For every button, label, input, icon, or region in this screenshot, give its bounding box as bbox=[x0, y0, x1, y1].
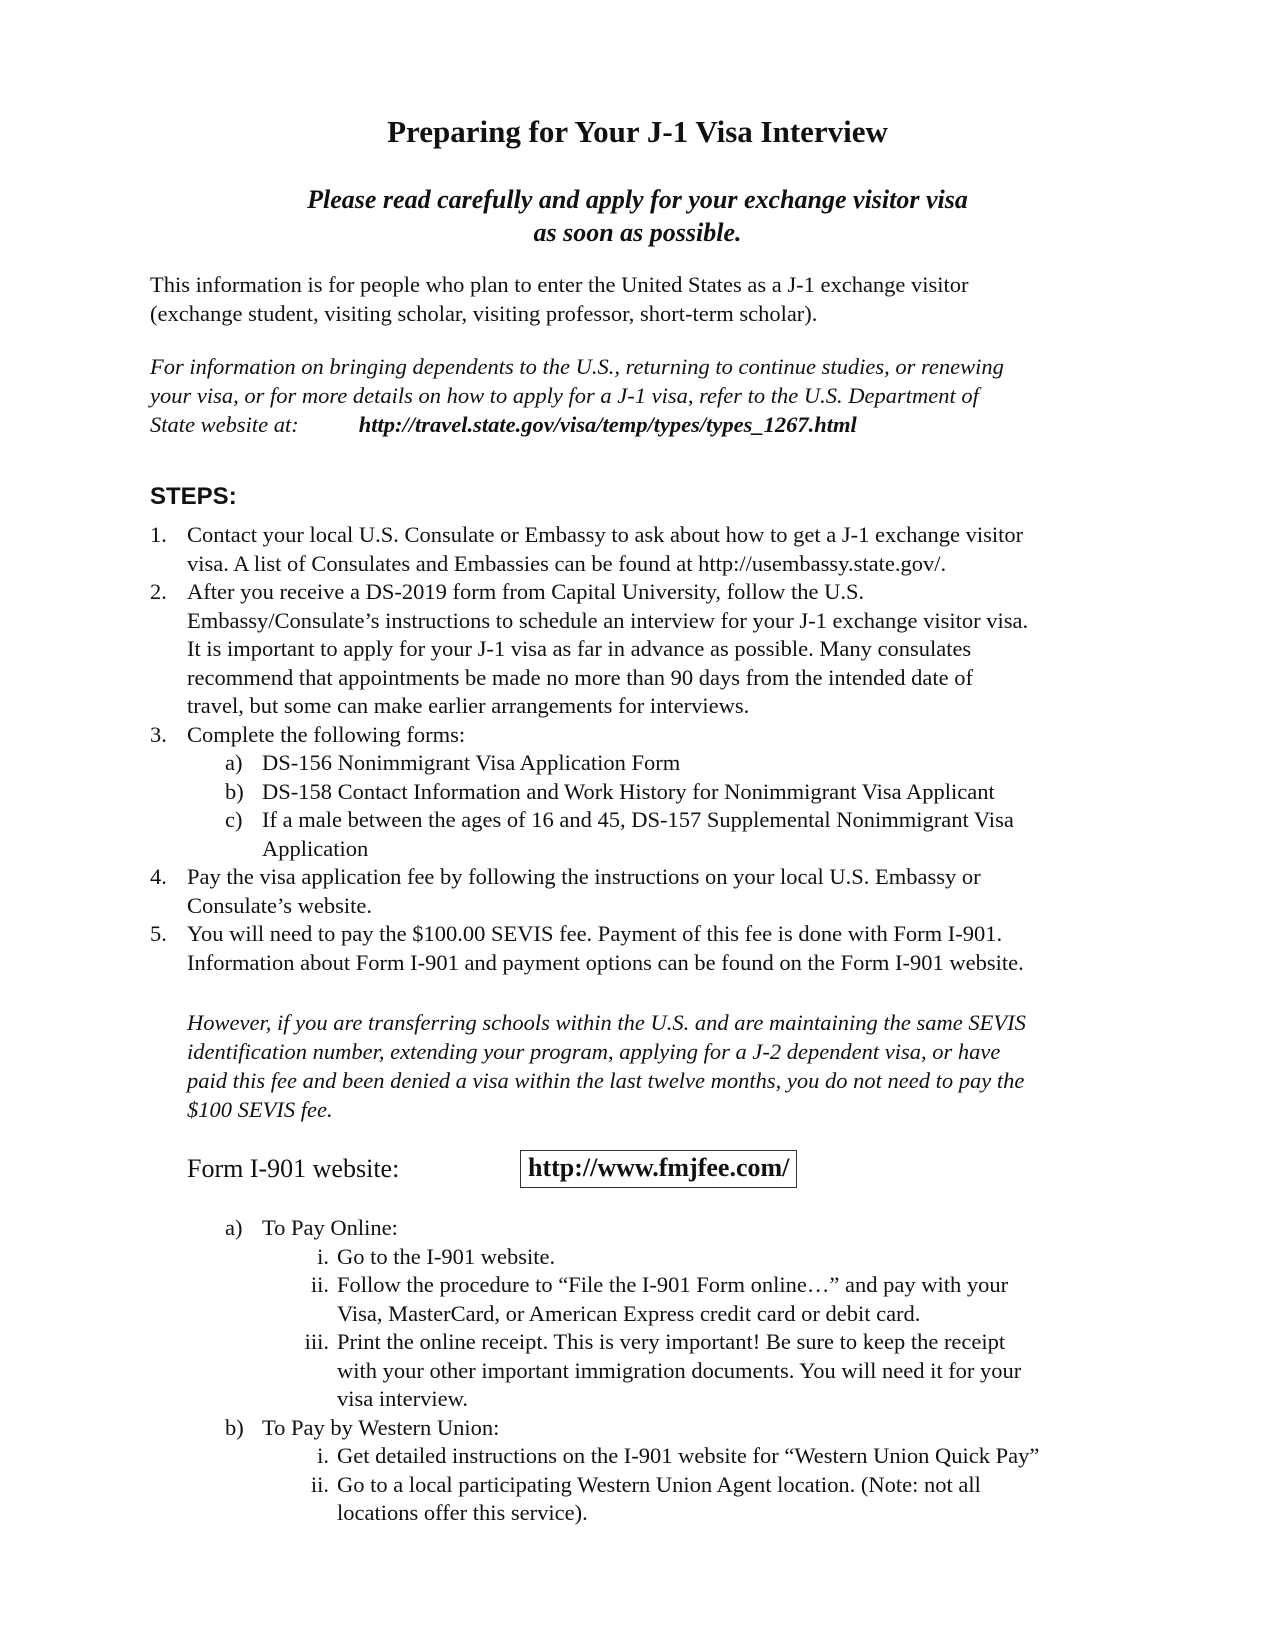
step-number: 5. bbox=[150, 921, 167, 946]
pay-online-heading bbox=[187, 1214, 1147, 1243]
form-subitem bbox=[150, 749, 1140, 778]
step-item bbox=[150, 920, 1140, 949]
pay-step-text: visa interview. bbox=[337, 1386, 469, 1411]
intro-line: (exchange student, visiting scholar, visiting professor, short-term scholar). bbox=[150, 301, 818, 326]
option-title: To Pay by Western Union: bbox=[262, 1414, 500, 1440]
form-website-label: Form I-901 website: bbox=[187, 1154, 400, 1183]
steps-heading: STEPS: bbox=[150, 483, 237, 510]
step-text: Consulate’s website. bbox=[187, 892, 372, 918]
dependents-line: For information on bringing dependents to the U.S., returning to continue studies, or renewing bbox=[150, 354, 1004, 379]
step-text: visa. A list of Consulates and Embassies can be found at http://usembassy.state.gov/. bbox=[187, 550, 947, 576]
pay-western-step bbox=[187, 1442, 1147, 1471]
roman-numeral: ii. bbox=[310, 1272, 329, 1297]
pay-online-step bbox=[187, 1328, 1147, 1357]
subitem-letter: c) bbox=[225, 807, 243, 832]
pay-step-text: Visa, MasterCard, or American Express credit card or debit card. bbox=[337, 1300, 921, 1326]
subitem-letter: b) bbox=[225, 778, 244, 804]
pay-step-text: locations offer this service). bbox=[337, 1500, 588, 1525]
step-text: You will need to pay the $100.00 SEVIS fee. Payment of this fee is done with Form I-901. bbox=[187, 921, 1003, 946]
pay-western-step bbox=[187, 1471, 1147, 1500]
step-text: After you receive a DS-2019 form from Capital University, follow the U.S. bbox=[187, 579, 865, 604]
step-number: 4. bbox=[150, 864, 167, 889]
step-text: recommend that appointments be made no more than 90 days from the intended date of bbox=[187, 664, 974, 690]
dependents-line bbox=[150, 410, 1140, 439]
note-line: However, if you are transferring schools within the U.S. and are maintaining the same SEVIS bbox=[187, 1010, 1026, 1035]
subitem-text: DS-156 Nonimmigrant Visa Application Form bbox=[262, 750, 681, 775]
subitem-text: Application bbox=[262, 835, 369, 861]
subtitle-line: Please read carefully and apply for your exchange visitor visa bbox=[307, 185, 968, 214]
pay-step-text: Go to a local participating Western Union Agent location. (Note: not all bbox=[337, 1471, 981, 1497]
option-letter: b) bbox=[225, 1414, 244, 1440]
note-line: $100 SEVIS fee. bbox=[187, 1097, 333, 1122]
form-subitem bbox=[150, 806, 1140, 835]
step-item bbox=[150, 863, 1140, 892]
subitem-text: If a male between the ages of 16 and 45, DS-157 Supplemental Nonimmigrant Visa bbox=[262, 807, 1014, 832]
pay-western-union-heading bbox=[187, 1414, 1147, 1443]
subitem-letter: a) bbox=[225, 750, 243, 775]
fmjfee-link[interactable]: http://www.fmjfee.com/ bbox=[520, 1150, 797, 1188]
state-dept-link[interactable]: http://travel.state.gov/visa/temp/types/types_1267.html bbox=[358, 412, 857, 437]
pay-step-text: Get detailed instructions on the I-901 website for “Western Union Quick Pay” bbox=[337, 1443, 1040, 1468]
pay-step-text: with your other important immigration documents. You will need it for your bbox=[337, 1357, 1022, 1383]
step-item bbox=[150, 521, 1140, 550]
step-text: Pay the visa application fee by following the instructions on your local U.S. Embassy or bbox=[187, 864, 981, 889]
option-title: To Pay Online: bbox=[262, 1215, 398, 1240]
sevis-exemption-note bbox=[187, 1008, 1147, 1124]
subtitle-line: as soon as possible. bbox=[533, 218, 742, 247]
pay-step-text: Follow the procedure to “File the I-901 Form online…” and pay with your bbox=[337, 1272, 1009, 1297]
page-subtitle bbox=[0, 183, 1275, 249]
step-item bbox=[150, 578, 1140, 607]
dependents-paragraph bbox=[150, 352, 1140, 439]
roman-numeral: i. bbox=[317, 1243, 329, 1269]
roman-numeral: ii. bbox=[310, 1471, 329, 1497]
step-number: 2. bbox=[150, 579, 167, 604]
step-number: 1. bbox=[150, 522, 167, 547]
option-letter: a) bbox=[225, 1215, 243, 1240]
steps-list bbox=[150, 521, 1140, 977]
dependents-line-text: State website at: bbox=[150, 412, 299, 437]
intro-line: This information is for people who plan to enter the United States as a J-1 exchange visitor bbox=[150, 272, 969, 297]
step-text: travel, but some can make earlier arrangements for interviews. bbox=[187, 693, 750, 718]
pay-online-step bbox=[187, 1271, 1147, 1300]
roman-numeral: i. bbox=[317, 1443, 329, 1468]
pay-online-step bbox=[187, 1243, 1147, 1272]
payment-options bbox=[187, 1214, 1147, 1528]
dependents-line: your visa, or for more details on how to apply for a J-1 visa, refer to the U.S. Department of bbox=[150, 383, 979, 408]
step-text: It is important to apply for your J-1 visa as far in advance as possible. Many consulates bbox=[187, 636, 972, 661]
note-line: paid this fee and been denied a visa within the last twelve months, you do not need to pay the bbox=[187, 1068, 1025, 1093]
page-title: Preparing for Your J-1 Visa Interview bbox=[387, 114, 888, 149]
form-website-row bbox=[187, 1150, 1147, 1190]
pay-step-text: Go to the I-901 website. bbox=[337, 1243, 556, 1269]
intro-paragraph bbox=[150, 270, 1140, 328]
note-line: identification number, extending your program, applying for a J-2 dependent visa, or have bbox=[187, 1039, 1001, 1064]
step-text: Complete the following forms: bbox=[187, 721, 466, 747]
form-subitem bbox=[150, 778, 1140, 807]
subitem-text: DS-158 Contact Information and Work History for Nonimmigrant Visa Applicant bbox=[262, 778, 995, 804]
roman-numeral: iii. bbox=[304, 1329, 329, 1354]
step-text: Information about Form I-901 and payment options can be found on the Form I-901 website. bbox=[187, 949, 1024, 975]
step-item bbox=[150, 721, 1140, 750]
step-text: Contact your local U.S. Consulate or Embassy to ask about how to get a J-1 exchange visitor bbox=[187, 522, 1024, 547]
step-text: Embassy/Consulate’s instructions to schedule an interview for your J-1 exchange visitor visa. bbox=[187, 607, 1029, 633]
pay-step-text: Print the online receipt. This is very important! Be sure to keep the receipt bbox=[337, 1329, 1006, 1354]
step-number: 3. bbox=[150, 721, 167, 747]
